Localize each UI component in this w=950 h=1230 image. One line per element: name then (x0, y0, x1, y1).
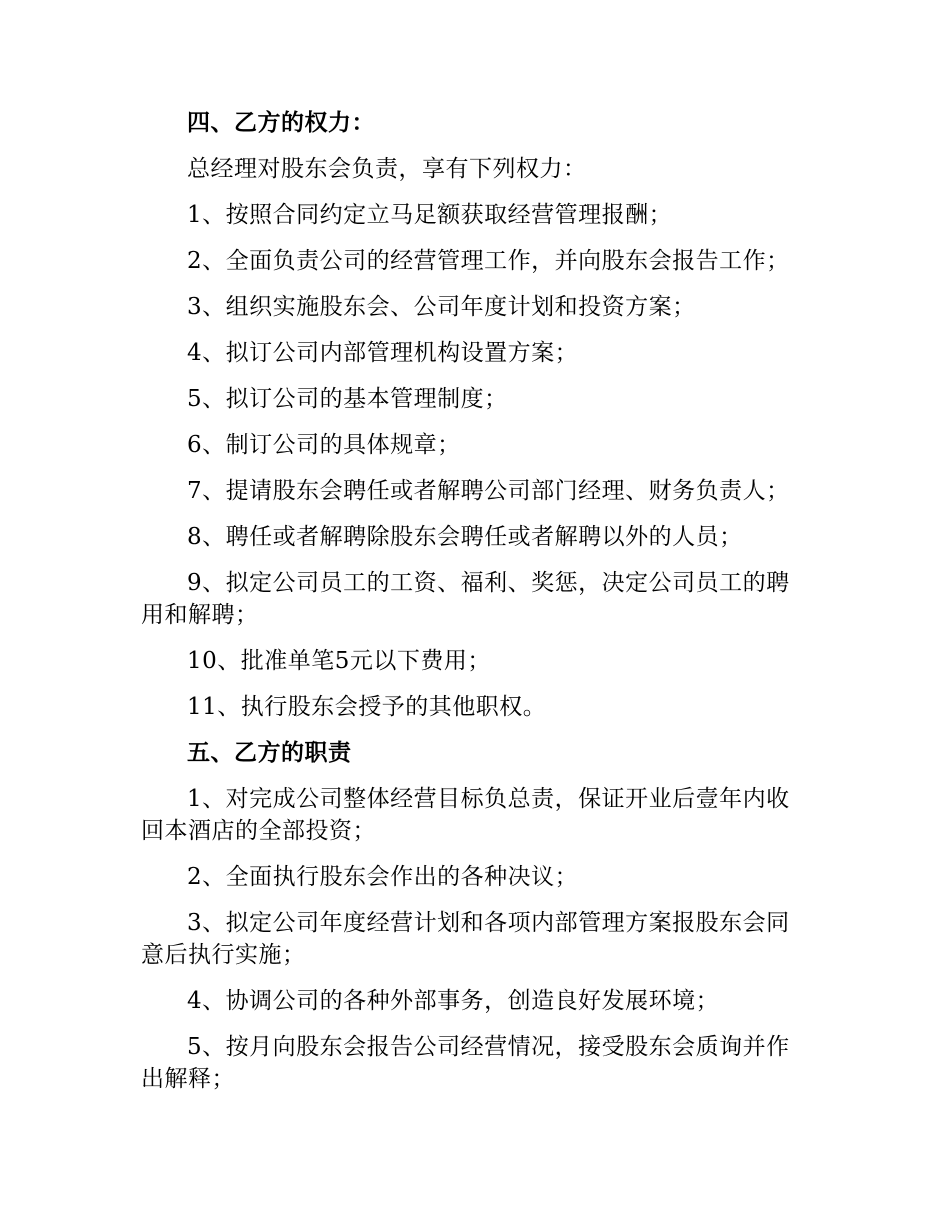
section-4-intro: 总经理对股东会负责，享有下列权力： (187, 156, 587, 182)
section-4-item-2: 2、全面负责公司的经营管理工作，并向股东会报告工作； (187, 248, 790, 274)
section-4-item-9: 9、拟定公司员工的工资、福利、奖惩，决定公司员工的聘用和解聘； (141, 570, 790, 628)
section-4-item-4: 4、拟订公司内部管理机构设置方案； (187, 340, 579, 366)
section-4-item-8: 8、聘任或者解聘除股东会聘任或者解聘以外的人员； (187, 524, 743, 550)
section-4-item-6: 6、制订公司的具体规章； (187, 432, 461, 458)
document-body (141, 107, 806, 1109)
section-4-heading: 四、乙方的权力： (187, 110, 375, 136)
section-5-item-5: 5、按月向股东会报告公司经营情况，接受股东会质询并作出解释； (141, 1034, 790, 1092)
section-5-heading: 五、乙方的职责 (187, 740, 352, 766)
section-5-item-4: 4、协调公司的各种外部事务，创造良好发展环境； (187, 988, 720, 1014)
section-4-item-10: 10、批准单笔5元以下费用； (187, 648, 491, 674)
section-4-item-1: 1、按照合同约定立马足额获取经营管理报酬； (187, 202, 673, 228)
section-5-item-1: 1、对完成公司整体经营目标负总责，保证开业后壹年内收回本酒店的全部投资； (141, 786, 790, 844)
section-4-item-11: 11、执行股东会授予的其他职权。 (187, 694, 547, 720)
section-4-item-5: 5、拟订公司的基本管理制度； (187, 386, 508, 412)
section-5-item-3: 3、拟定公司年度经营计划和各项内部管理方案报股东会同意后执行实施； (141, 910, 790, 968)
section-5-item-2: 2、全面执行股东会作出的各种决议； (187, 864, 579, 890)
section-4-item-7: 7、提请股东会聘任或者解聘公司部门经理、财务负责人； (187, 478, 790, 504)
section-4-item-3: 3、组织实施股东会、公司年度计划和投资方案； (187, 294, 696, 320)
